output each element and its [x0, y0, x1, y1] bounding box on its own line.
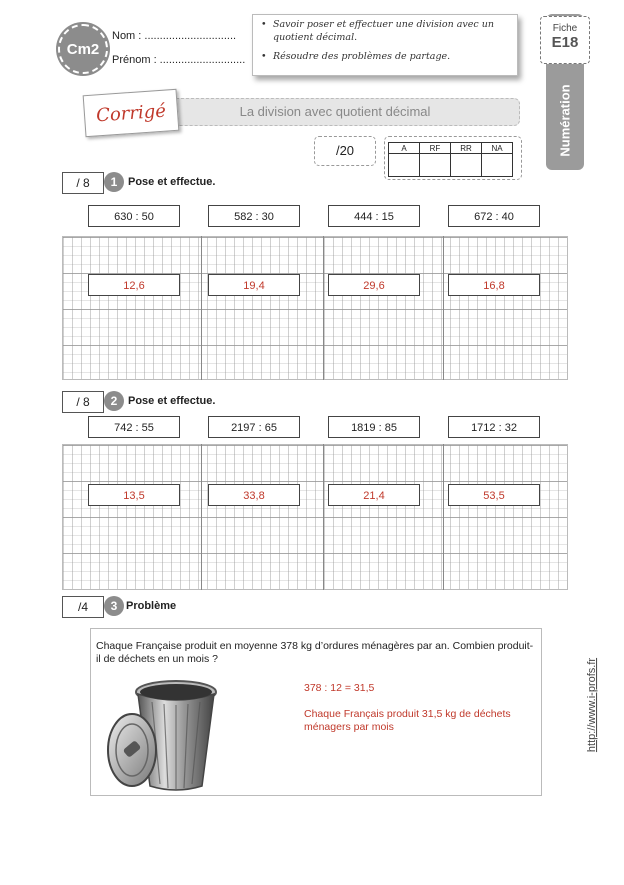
eval-cell[interactable]	[482, 154, 513, 177]
answer-box[interactable]: 13,5	[88, 484, 180, 506]
operation-box: 444 : 15	[328, 205, 420, 227]
grid-separator	[323, 236, 324, 380]
exercise3-label: Problème	[126, 600, 177, 612]
exercise1-grid[interactable]	[62, 236, 568, 380]
exercise3-number: 3	[104, 596, 124, 616]
exercise2-grid[interactable]	[62, 444, 568, 590]
eval-header-na: NA	[482, 143, 513, 154]
prenom-field[interactable]: Prénom : ............................	[112, 54, 246, 66]
objective-item: • Résoudre des problèmes de partage.	[261, 51, 509, 64]
grid-separator	[443, 236, 444, 380]
grid-separator	[443, 444, 444, 590]
grid-separator	[323, 444, 324, 590]
answer-box[interactable]: 19,4	[208, 274, 300, 296]
operation-box: 672 : 40	[448, 205, 540, 227]
exercise1-score: / 8	[62, 172, 104, 194]
grid-separator	[201, 444, 202, 590]
objectives-card	[252, 14, 518, 76]
eval-cell[interactable]	[420, 154, 451, 177]
operation-box: 630 : 50	[88, 205, 180, 227]
operation-box: 1819 : 85	[328, 416, 420, 438]
exercise1-label: Pose et effectue.	[128, 176, 216, 188]
answer-box[interactable]: 33,8	[208, 484, 300, 506]
trash-can-icon	[104, 676, 222, 796]
answer-box[interactable]: 53,5	[448, 484, 540, 506]
nom-field[interactable]: Nom : ..............................	[112, 30, 237, 42]
fiche-number: E18	[551, 34, 579, 51]
fiche-label: Fiche	[552, 23, 578, 34]
exercise3-score: /4	[62, 596, 104, 618]
evaluation-table	[388, 142, 513, 177]
answer-box[interactable]: 29,6	[328, 274, 420, 296]
subject-label: Numération	[557, 83, 573, 157]
problem-statement: Chaque Française produit en moyenne 378 kg d’ordures ménagères par an. Combien produit-il de déchets en un mois ?	[96, 640, 534, 665]
grid-separator	[201, 236, 202, 380]
problem-calculation: 378 : 12 = 31,5	[304, 682, 375, 694]
site-url[interactable]: http://www.i-profs.fr	[586, 657, 599, 753]
operation-box: 742 : 55	[88, 416, 180, 438]
answer-box[interactable]: 12,6	[88, 274, 180, 296]
total-score: /20	[314, 136, 376, 166]
problem-answer: Chaque Français produit 31,5 kg de déchets ménagers par mois	[304, 708, 511, 733]
answer-box[interactable]: 21,4	[328, 484, 420, 506]
eval-cell[interactable]	[451, 154, 482, 177]
exercise2-label: Pose et effectue.	[128, 395, 216, 407]
eval-header-rr: RR	[451, 143, 482, 154]
corrige-stamp: Corrigé	[83, 89, 180, 137]
operation-box: 2197 : 65	[208, 416, 300, 438]
exercise2-number: 2	[104, 391, 124, 411]
operation-box: 582 : 30	[208, 205, 300, 227]
objective-item: • Savoir poser et effectuer une division avec un quotient décimal.	[261, 19, 509, 45]
exercise1-number: 1	[104, 172, 124, 192]
level-badge: Cm2	[58, 24, 108, 74]
operation-box: 1712 : 32	[448, 416, 540, 438]
page-title: La division avec quotient décimal	[150, 98, 520, 126]
eval-header-rf: RF	[420, 143, 451, 154]
eval-header-a: A	[389, 143, 420, 154]
fiche-label-box	[540, 16, 590, 64]
eval-cell[interactable]	[389, 154, 420, 177]
exercise2-score: / 8	[62, 391, 104, 413]
answer-box[interactable]: 16,8	[448, 274, 540, 296]
